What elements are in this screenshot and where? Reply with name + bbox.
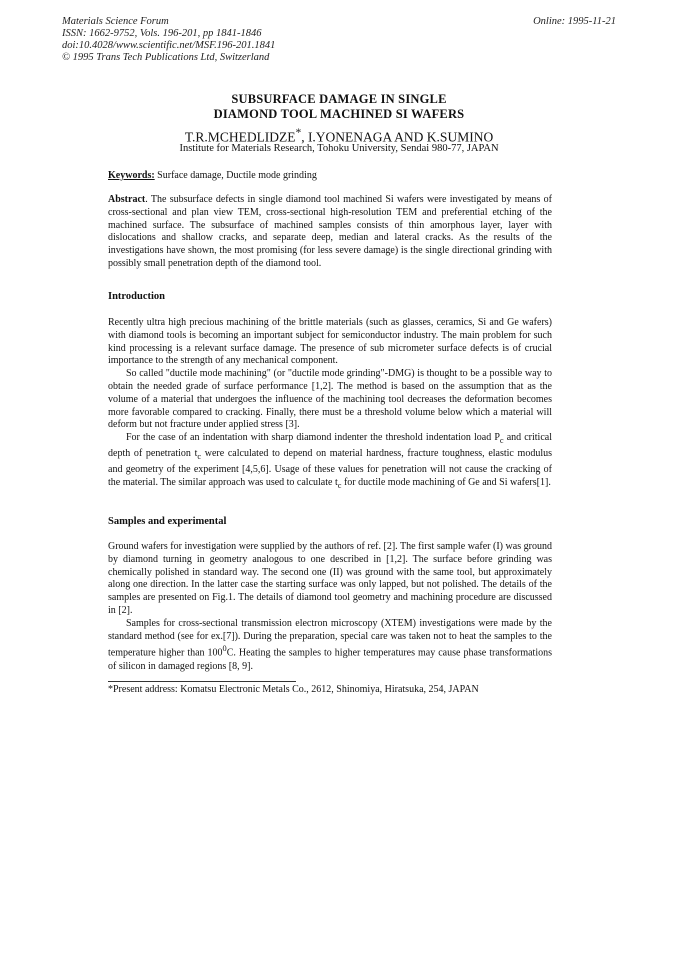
journal-name: Materials Science Forum — [62, 16, 169, 27]
samples-heading: Samples and experimental — [108, 516, 227, 527]
intro-p3-part-a: For the case of an indentation with sharp diamond indenter the threshold indentation load P — [126, 432, 500, 444]
samples-body — [108, 541, 552, 673]
intro-p3-sub-2: c — [197, 451, 202, 461]
samples-p2-part-a: Samples for cross-sectional transmission electron microscopy (XTEM) investigations were made by the standard method (see for ex.[7]). During the preparation, special care was taken not to heat the samples to the temperature higher than 100 — [108, 617, 552, 659]
author-1: T.R.MCHEDLIDZE — [184, 129, 296, 145]
abstract-text: . The subsurface defects in single diamond tool machined Si wafers were investigated by means of cross-sectional and plan view TEM, cross-sectional high-resolution TEM and preferential etching of the machined surface. The subsurface of machined samples consists of thin amorphous layer, layer with dislocations and shallow cracks, and separate deep, median and lateral cracks. As the results of the investigations have shown, the most promising (for less severe damage) is the single directional grinding with possibly small penetration depth of the diamond tool. — [108, 194, 552, 269]
intro-paragraph-1: Recently ultra high precious machining of the brittle materials (such as glasses, ceramics, Si and Ge wafers) with diamond tools is becoming an important subject for semiconductor industry. The main problem for such kind processing is a relevant surface damage. The presence of sub micrometer surface defects is of crucial importance to the strength of any mechanical component. — [108, 317, 552, 367]
intro-paragraph-2: So called "ductile mode machining" (or "ductile mode grinding"-DMG) is thought to be a possible way to obtain the needed grade of surface performance [1,2]. The method is based on the assumption that as the volume of a material that undergoes the influence of the machining tool decreases the deformation becomes more favorable compared to cracking. Finally, there must be a threshold volume below which a material will deform but not fracture under applied stress [3]. — [108, 368, 552, 431]
title-line-2: DIAMOND TOOL MACHINED SI WAFERS — [213, 107, 465, 121]
introduction-body — [108, 317, 552, 492]
copyright-line: © 1995 Trans Tech Publications Ltd, Switzerland — [62, 52, 270, 63]
author-footnote-mark: * — [295, 127, 302, 139]
intro-p3-sub-1: c — [499, 436, 504, 446]
abstract-label: Abstract — [108, 194, 146, 205]
issn-line: ISSN: 1662-9752, Vols. 196-201, pp 1841-1846 — [62, 28, 262, 39]
footnote: *Present address: Komatsu Electronic Metals Co., 2612, Shinomiya, Hiratsuka, 254, JAPAN — [108, 684, 479, 695]
title-line-1: SUBSURFACE DAMAGE IN SINGLE — [231, 92, 447, 106]
abstract — [108, 194, 552, 271]
paper-title — [0, 92, 678, 122]
intro-p3-part-b: and critical depth of penetration t — [108, 432, 552, 459]
footnote-divider — [108, 681, 296, 682]
keywords-text: Surface damage, Ductile mode grinding — [154, 170, 317, 181]
other-authors: , I.YONENAGA AND K.SUMINO — [301, 129, 494, 145]
samples-paragraph-2 — [108, 618, 552, 674]
affiliation: Institute for Materials Research, Tohoku University, Sendai 980-77, JAPAN — [179, 143, 499, 154]
doi-line: doi:10.4028/www.scientific.net/MSF.196-201.1841 — [62, 40, 276, 51]
samples-paragraph-1: Ground wafers for investigation were supplied by the authors of ref. [2]. The first sample wafer (I) was ground by diamond turning in geometry analogous to one described in [1,2]. The surface before grinding was chemically polished in standard way. The second one (II) was ground with the same tool, but approximately along one direction. In the latter case the starting surface was only lapped, but not polished. The details of the samples are presented on Fig.1. The details of diamond tool geometry and machining procedure are discussed in [2]. — [108, 541, 552, 616]
journal-header — [62, 16, 275, 64]
keywords-label: Keywords: — [108, 170, 155, 181]
intro-p3-sub-3: c — [337, 480, 342, 490]
introduction-heading: Introduction — [108, 291, 165, 302]
samples-p2-sup: 0 — [222, 644, 227, 654]
samples-p2-part-b: C. Heating the samples to higher temperatures may cause phase transformations of silicon in damaged regions [8, 9]. — [108, 647, 552, 672]
intro-p3-part-d: for ductile mode machining of Ge and Si wafers[1]. — [341, 476, 551, 488]
online-date: Online: 1995-11-21 — [533, 16, 616, 27]
intro-paragraph-3 — [108, 432, 552, 492]
keywords — [108, 170, 552, 183]
intro-p3-part-c: were calculated to depend on material hardness, fracture toughness, elastic modulus and geometry of the experiment [4,5,6]. Usage of these values for penetration will not cause the cracking of the material. The similar approach was used to calculate t — [108, 447, 552, 488]
